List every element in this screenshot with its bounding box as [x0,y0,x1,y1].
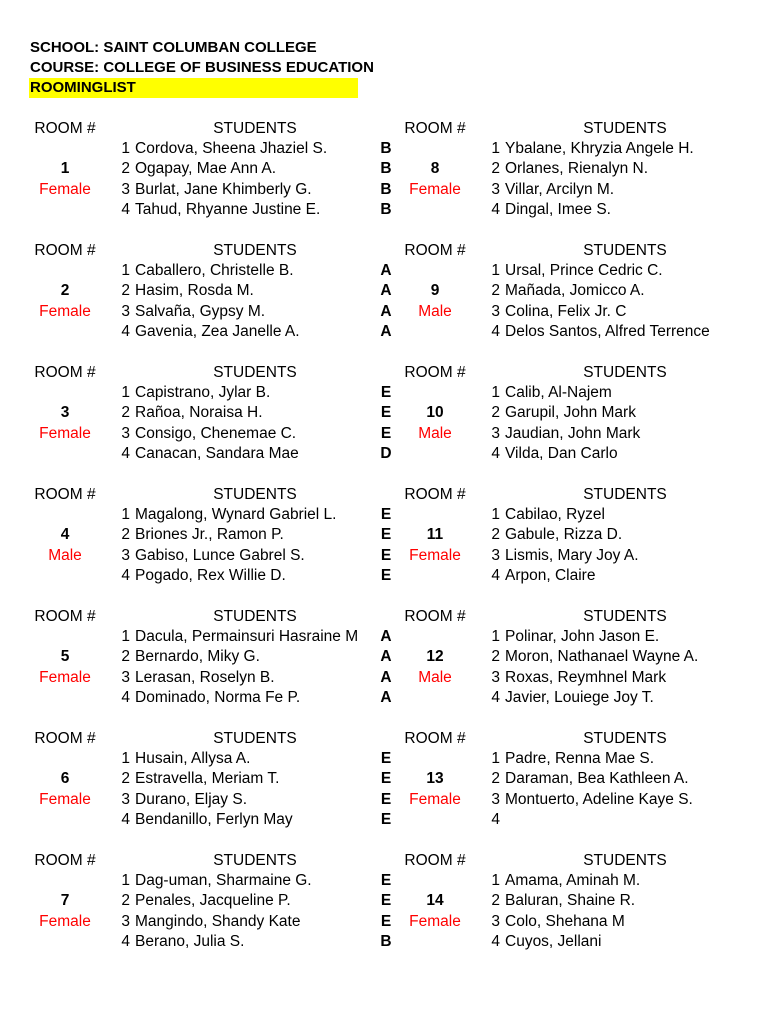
student-row [30,810,390,830]
room-header-row [30,729,390,749]
student-row [400,505,760,525]
room-header-row [400,485,760,505]
students-header: STUDENTS [583,242,667,259]
student-number: 4 [491,566,500,584]
student-row [30,932,390,952]
school-title: SCHOOL: SAINT COLUMBAN COLLEGE [30,39,317,56]
student-name: Tahud, Rhyanne Justine E. [135,200,321,218]
student-number: 3 [121,790,130,808]
student-row [400,912,760,932]
student-number: 4 [121,688,130,706]
student-name: Durano, Eljay S. [135,790,247,808]
room-number: 1 [60,160,70,178]
student-number: 1 [491,262,500,279]
room-number: 12 [426,648,444,666]
student-row [400,627,760,647]
room-label: ROOM # [34,242,96,259]
student-row [400,932,760,952]
room-gender: Female [39,790,91,808]
student-number: 4 [491,688,500,706]
student-row [400,769,760,789]
student-name: Estravella, Meriam T. [135,770,280,788]
student-row [30,668,390,688]
student-name: Hasim, Rosda M. [135,282,254,300]
room-block-11 [400,485,760,605]
student-name: Gavenia, Zea Janelle A. [135,322,300,340]
student-name: Colina, Felix Jr. C [505,302,627,320]
room-block-4 [30,485,390,605]
student-grade: B [380,140,392,157]
room-number: 7 [60,892,70,910]
student-number: 1 [121,628,130,645]
student-name: Vilda, Dan Carlo [505,444,618,462]
room-number: 14 [426,892,444,910]
room-label: ROOM # [34,120,96,137]
student-row [30,647,390,667]
room-header-row [400,851,760,871]
students-header: STUDENTS [583,120,667,137]
room-number: 2 [60,282,70,300]
student-name: Rañoa, Noraisa H. [135,404,263,422]
student-name: Burlat, Jane Khimberly G. [135,180,312,198]
student-grade: E [380,872,392,889]
student-number: 3 [491,424,500,442]
student-row [30,525,390,545]
room-label: ROOM # [404,608,466,625]
student-number: 2 [121,892,130,910]
student-number: 3 [491,302,500,320]
student-name: Dominado, Norma Fe P. [135,688,301,706]
student-name: Lerasan, Roselyn B. [135,668,275,686]
room-label: ROOM # [34,730,96,747]
student-name: Calib, Al-Najem [505,384,612,401]
student-row [400,302,760,322]
student-row [30,403,390,423]
student-number: 2 [121,404,130,422]
student-row [30,627,390,647]
student-row [400,403,760,423]
student-number: 4 [121,566,130,584]
room-label: ROOM # [404,242,466,259]
room-block-3 [30,363,390,483]
student-number: 2 [121,282,130,300]
student-name: Polinar, John Jason E. [505,628,660,645]
student-number: 4 [491,200,500,218]
room-gender: Female [39,180,91,198]
room-header-row [400,729,760,749]
student-name: Jaudian, John Mark [505,424,641,442]
room-label: ROOM # [404,730,466,747]
student-number: 3 [491,180,500,198]
room-number: 6 [60,770,70,788]
student-grade: E [380,790,392,808]
students-header: STUDENTS [213,364,297,381]
room-block-9 [400,241,760,361]
students-header: STUDENTS [213,608,297,625]
student-grade: A [380,322,392,340]
student-name: Mañada, Jomicco A. [505,282,645,300]
student-row [30,688,390,708]
student-name: Lismis, Mary Joy A. [505,546,639,564]
room-block-8 [400,119,760,239]
student-number: 1 [491,506,500,523]
student-row [400,688,760,708]
student-row [30,444,390,464]
students-header: STUDENTS [583,608,667,625]
students-header: STUDENTS [583,364,667,381]
student-number: 1 [121,750,130,767]
student-number: 4 [491,932,500,950]
student-name: Husain, Allysa A. [135,750,251,767]
student-name: Gabiso, Lunce Gabrel S. [135,546,305,564]
room-header-row [400,363,760,383]
student-number: 4 [121,200,130,218]
room-block-13 [400,729,760,849]
student-grade: A [380,628,392,645]
student-row [400,200,760,220]
student-name: Dacula, Permainsuri Hasraine M [135,628,359,645]
room-label: ROOM # [34,852,96,869]
student-name: Roxas, Reymhnel Mark [505,668,667,686]
student-grade: E [380,526,392,544]
room-number: 4 [60,526,70,544]
student-number: 1 [491,872,500,889]
student-name: Caballero, Christelle B. [135,262,294,279]
room-number: 11 [426,526,444,544]
student-name: Consigo, Chenemae C. [135,424,297,442]
course-title: COURSE: COLLEGE OF BUSINESS EDUCATION [30,59,374,76]
student-row [400,647,760,667]
student-name: Cordova, Sheena Jhaziel S. [135,140,328,157]
room-number: 9 [430,282,440,300]
student-row [400,749,760,769]
students-header: STUDENTS [213,730,297,747]
student-row [400,525,760,545]
student-row [400,810,760,830]
student-grade: A [380,668,392,686]
student-number: 2 [121,770,130,788]
room-block-12 [400,607,760,727]
student-row [30,749,390,769]
student-row [30,200,390,220]
student-grade: E [380,892,392,910]
student-number: 4 [121,810,130,828]
student-name: Dag-uman, Sharmaine G. [135,872,312,889]
student-grade: E [380,810,392,828]
student-name: Briones Jr., Ramon P. [135,526,284,544]
student-name: Baluran, Shaine R. [505,892,636,910]
student-row [400,139,760,159]
student-name: Garupil, John Mark [505,404,636,422]
student-number: 2 [121,160,130,178]
student-number: 1 [491,750,500,767]
student-name: Capistrano, Jylar B. [135,384,271,401]
room-block-10 [400,363,760,483]
student-row [400,668,760,688]
student-grade: E [380,404,392,422]
student-name: Gabule, Rizza D. [505,526,623,544]
student-name: Amama, Aminah M. [505,872,641,889]
student-grade: E [380,750,392,767]
student-row [30,505,390,525]
student-name: Dingal, Imee S. [505,200,611,218]
student-number: 4 [121,444,130,462]
students-header: STUDENTS [213,852,297,869]
student-name: Ybalane, Khryzia Angele H. [505,140,694,157]
student-name: Pogado, Rex Willie D. [135,566,286,584]
student-name: Javier, Louiege Joy T. [505,688,654,706]
student-number: 4 [491,810,500,828]
student-name: Penales, Jacqueline P. [135,892,291,910]
room-gender: Female [39,424,91,442]
student-grade: D [380,444,392,462]
student-row [30,546,390,566]
student-name: Canacan, Sandara Mae [135,444,299,462]
students-header: STUDENTS [583,852,667,869]
student-number: 3 [121,302,130,320]
student-row [30,790,390,810]
student-number: 2 [491,526,500,544]
student-number: 1 [491,628,500,645]
student-name: Magalong, Wynard Gabriel L. [135,506,337,523]
student-number: 3 [491,546,500,564]
student-row [400,546,760,566]
room-gender: Female [409,180,461,198]
student-number: 3 [491,912,500,930]
student-number: 3 [491,668,500,686]
room-header-row [30,607,390,627]
student-grade: A [380,648,392,666]
students-header: STUDENTS [583,486,667,503]
student-grade: E [380,424,392,442]
students-header: STUDENTS [213,120,297,137]
student-name: Villar, Arcilyn M. [505,180,615,198]
student-row [400,424,760,444]
room-header-row [30,851,390,871]
student-number: 3 [121,668,130,686]
student-name: Delos Santos, Alfred Terrence [505,322,710,340]
student-number: 3 [121,546,130,564]
student-row [30,383,390,403]
student-number: 1 [121,384,130,401]
room-number: 3 [60,404,70,422]
student-name: Orlanes, Rienalyn N. [505,160,649,178]
student-number: 1 [121,262,130,279]
room-block-6 [30,729,390,849]
student-row [30,302,390,322]
student-row [400,790,760,810]
students-header: STUDENTS [213,486,297,503]
student-name: Bendanillo, Ferlyn May [135,810,293,828]
student-name: Ogapay, Mae Ann A. [135,160,277,178]
room-label: ROOM # [404,486,466,503]
student-number: 4 [491,444,500,462]
students-header: STUDENTS [213,242,297,259]
room-gender: Female [409,546,461,564]
student-name: Berano, Julia S. [135,932,245,950]
room-gender: Male [418,424,452,442]
student-grade: B [380,160,392,178]
student-row [30,322,390,342]
student-number: 4 [121,932,130,950]
student-name: Moron, Nathanael Wayne A. [505,648,699,666]
room-header-row [30,485,390,505]
student-number: 4 [121,322,130,340]
room-header-row [30,119,390,139]
room-block-14 [400,851,760,971]
room-label: ROOM # [34,608,96,625]
student-row [400,180,760,200]
student-grade: E [380,566,392,584]
student-number: 2 [491,160,500,178]
student-number: 1 [121,872,130,889]
student-number: 2 [491,648,500,666]
room-block-7 [30,851,390,971]
room-header-row [30,241,390,261]
student-row [30,261,390,281]
room-number: 8 [430,160,440,178]
student-grade: E [380,546,392,564]
room-gender: Male [48,546,82,564]
student-name: Colo, Shehana M [505,912,625,930]
student-number: 1 [491,384,500,401]
room-block-5 [30,607,390,727]
room-gender: Male [418,302,452,320]
student-name: Cuyos, Jellani [505,932,602,950]
room-gender: Female [409,790,461,808]
room-block-2 [30,241,390,361]
room-label: ROOM # [34,364,96,381]
student-row [30,180,390,200]
student-grade: B [380,932,392,950]
student-name: Padre, Renna Mae S. [505,750,655,767]
student-number: 2 [121,648,130,666]
student-number: 3 [121,180,130,198]
room-gender: Female [39,912,91,930]
student-row [400,891,760,911]
student-number: 1 [121,506,130,523]
student-number: 2 [491,404,500,422]
student-row [400,281,760,301]
student-row [400,566,760,586]
student-grade: E [380,770,392,788]
student-row [30,424,390,444]
room-label: ROOM # [404,852,466,869]
room-block-1 [30,119,390,239]
student-number: 1 [121,140,130,157]
student-grade: A [380,302,392,320]
student-row [30,871,390,891]
student-number: 3 [121,912,130,930]
student-name: Mangindo, Shandy Kate [135,912,301,930]
room-label: ROOM # [34,486,96,503]
student-grade: B [380,200,392,218]
room-header-row [400,241,760,261]
student-grade: A [380,688,392,706]
student-grade: A [380,282,392,300]
student-number: 3 [491,790,500,808]
room-header-row [30,363,390,383]
room-gender: Female [39,302,91,320]
student-row [30,769,390,789]
student-row [400,322,760,342]
student-name: Ursal, Prince Cedric C. [505,262,663,279]
student-row [400,159,760,179]
student-name: Montuerto, Adeline Kaye S. [505,790,693,808]
room-label: ROOM # [404,120,466,137]
student-row [400,261,760,281]
student-number: 2 [121,526,130,544]
student-row [30,159,390,179]
room-gender: Female [409,912,461,930]
student-grade: E [380,506,392,523]
student-grade: E [380,912,392,930]
room-header-row [400,119,760,139]
student-number: 3 [121,424,130,442]
room-label: ROOM # [404,364,466,381]
student-number: 2 [491,770,500,788]
students-header: STUDENTS [583,730,667,747]
student-number: 1 [491,140,500,157]
student-name: Daraman, Bea Kathleen A. [505,770,689,788]
student-number: 2 [491,892,500,910]
student-name: Cabilao, Ryzel [505,506,605,523]
roominglist-title: ROOMINGLIST [29,78,358,98]
student-row [30,281,390,301]
student-row [30,912,390,932]
student-row [400,871,760,891]
student-row [30,139,390,159]
student-name: Salvaña, Gypsy M. [135,302,266,320]
student-grade: E [380,384,392,401]
student-name: Arpon, Claire [505,566,596,584]
student-row [400,383,760,403]
room-number: 5 [60,648,70,666]
room-number: 10 [426,404,444,422]
room-number: 13 [426,770,444,788]
room-gender: Female [39,668,91,686]
student-name: Bernardo, Miky G. [135,648,260,666]
student-row [30,566,390,586]
student-number: 2 [491,282,500,300]
student-row [30,891,390,911]
student-row [400,444,760,464]
student-number: 4 [491,322,500,340]
room-gender: Male [418,668,452,686]
student-grade: A [380,262,392,279]
room-header-row [400,607,760,627]
student-grade: B [380,180,392,198]
